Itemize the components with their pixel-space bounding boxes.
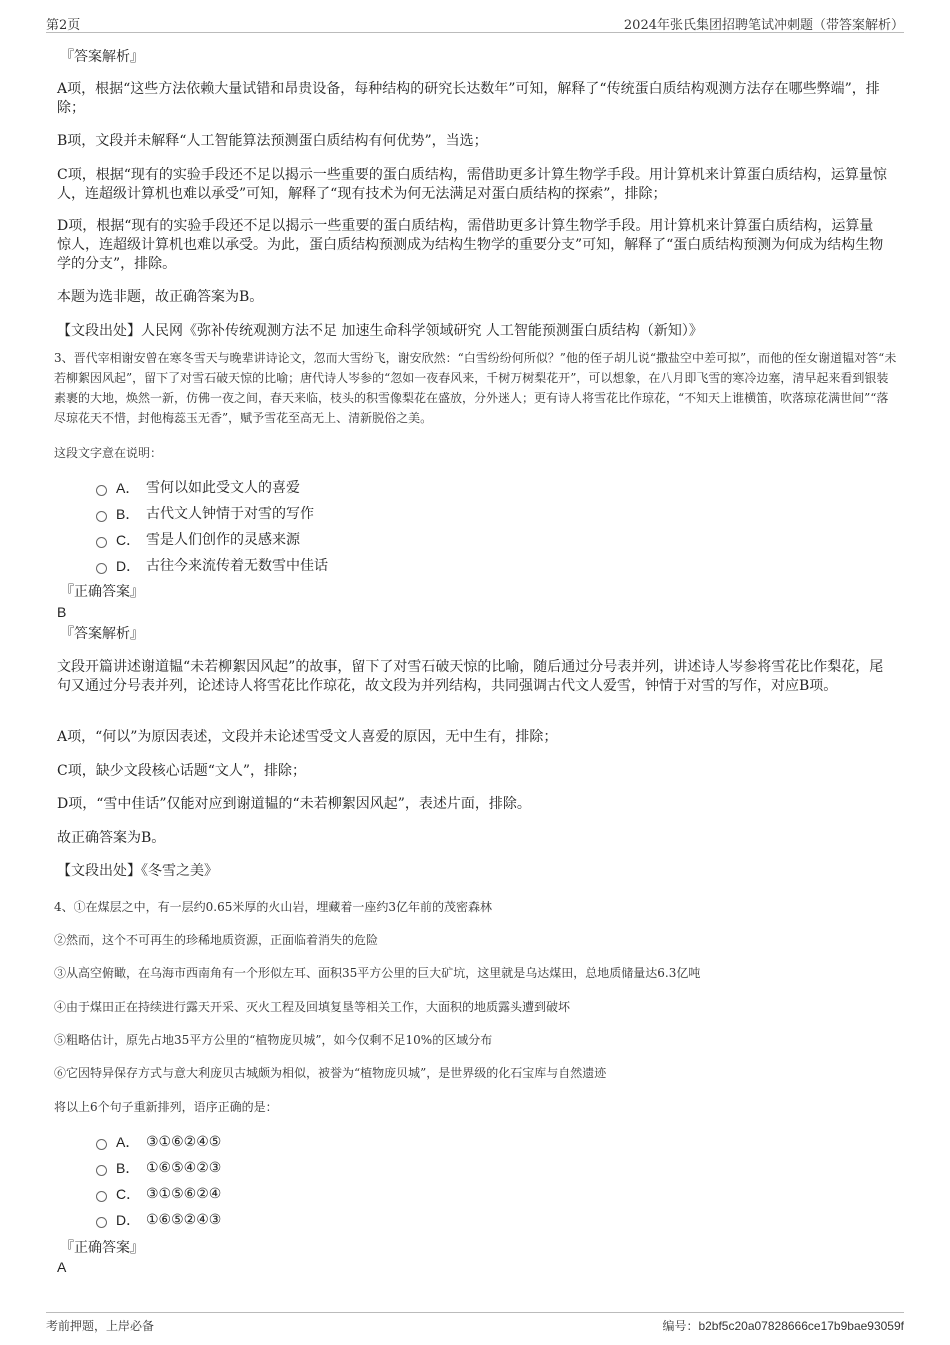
q4-sentence-4: ④由于煤田正在持续进行露天开采、灭火工程及回填复垦等相关工作，大面积的地质露头遭到破坏 [54, 1000, 571, 1014]
radio-button[interactable] [96, 1217, 107, 1228]
q3-correct-label: 『正确答案』 [60, 584, 144, 600]
q3-source: 【文段出处】《冬雪之美》 [57, 863, 218, 879]
q3-stem: 3、晋代宰相谢安曾在寒冬雪天与晚辈讲诗论文，忽而大雪纷飞，谢安欣然：“白雪纷纷何所似？”他的侄子胡儿说“撒盐空中差可拟”，而他的侄女谢道韫对答“未若柳絮因风起”，留下了对雪石破天惊的比喻；唐代诗人岑参的“忽如一夜春风来，千树万树梨花开”，可以想象，在八月即飞雪的寒冷边塞，清早起来看到银装素裹的大地，焕然一新，仿佛一夜之间，春天来临，枝头的积雪像梨花在盛放，分外迷人；更有诗人将雪花比作琼花，“不知天上谁横笛，吹落琼花满世间”“落尽琼花天不惜，封他梅蕊玉无香”，赋予雪花至高无上、清新脱俗之美。 [54, 351, 897, 425]
q3-option-b[interactable]: B． 古代文人钟情于对雪的写作 [96, 504, 314, 524]
radio-button[interactable] [96, 563, 107, 574]
radio-button[interactable] [96, 485, 107, 496]
q2-analysis-label: 『答案解析』 [60, 49, 144, 65]
q4-sentence-3: ③从高空俯瞰，在乌海市西南角有一个形似左耳、面积35平方公里的巨大矿坑，这里就是乌达煤田，总地质储量达6.3亿吨 [54, 966, 701, 980]
radio-button[interactable] [96, 537, 107, 548]
q4-sentence-2: ②然而，这个不可再生的珍稀地质资源，正面临着消失的危险 [54, 933, 379, 947]
page-footer [46, 1312, 904, 1335]
radio-button[interactable] [96, 1165, 107, 1176]
q3-conclusion: 故正确答案为B。 [57, 830, 166, 846]
q4-sentence-6: ⑥它因特异保存方式与意大利庞贝古城颇为相似，被誉为“植物庞贝城”，是世界级的化石宝库与自然遗迹 [54, 1066, 607, 1080]
q4-option-d[interactable]: D． ①⑥⑤②④③ [96, 1210, 221, 1230]
footer-code: b2bf5c20a07828666ce17b9bae93059f [698, 1319, 904, 1333]
q2-conclusion: 本题为选非题，故正确答案为B。 [57, 289, 264, 305]
radio-button[interactable] [96, 1139, 107, 1150]
page-header [46, 12, 904, 33]
q2-analysis-d: D项，根据“现有的实验手段还不足以揭示一些重要的蛋白质结构，需借助更多计算生物学手段。用计算机来计算蛋白质结构，运算量惊人，连超级计算机也难以承受。为此，蛋白质结构预测成为结构生物学的重要分支”可知，解释了“蛋白质结构预测为何成为结构生物学的分支”，排除。 [57, 218, 884, 272]
q3-option-c[interactable]: C． 雪是人们创作的灵感来源 [96, 530, 300, 550]
q3-option-d[interactable]: D． 古往今来流传着无数雪中佳话 [96, 556, 328, 576]
q4-sentence-1: 4、①在煤层之中，有一层约0.65米厚的火山岩，埋藏着一座约3亿年前的茂密森林 [54, 900, 492, 914]
q4-option-c[interactable]: C． ③①⑤⑥②④ [96, 1184, 221, 1204]
q2-analysis-a: A项，根据“这些方法依赖大量试错和昂贵设备，每种结构的研究长达数年”可知，解释了“传统蛋白质结构观测方法存在哪些弊端”，排除； [57, 81, 880, 116]
q3-prompt: 这段文字意在说明： [54, 446, 163, 460]
q4-correct-label: 『正确答案』 [60, 1240, 144, 1256]
q2-analysis-b: B项，文段并未解释“人工智能算法预测蛋白质结构有何优势”，当选； [57, 133, 488, 149]
q3-analysis: 文段开篇讲述谢道韫“未若柳絮因风起”的故事，留下了对雪石破天惊的比喻，随后通过分号表并列，讲述诗人岑参将雪花比作梨花，尾句又通过分号表并列，论述诗人将雪花比作琼花，故文段为并列结构，共同强调古代文人爱雪，钟情于对雪的写作，对应B项。 [57, 659, 884, 694]
footer-slogan: 考前押题，上岸必备 [46, 1319, 155, 1333]
document-title: 2024年张氏集团招聘笔试冲刺题（带答案解析） [623, 18, 904, 33]
q2-source: 【文段出处】人民网《弥补传统观测方法不足 加速生命科学领域研究 人工智能预测蛋白质结构（新知）》 [57, 323, 703, 339]
q4-answer: A [57, 1259, 67, 1275]
q3-analysis-c: C项，缺少文段核心话题“文人”，排除； [57, 763, 307, 779]
radio-button[interactable] [96, 511, 107, 522]
radio-button[interactable] [96, 1191, 107, 1202]
page-number: 第2页 [46, 18, 81, 33]
q3-analysis-label: 『答案解析』 [60, 626, 144, 642]
q3-analysis-d: D项，“雪中佳话”仅能对应到谢道韫的“未若柳絮因风起”，表述片面，排除。 [57, 796, 531, 812]
q3-analysis-a: A项，“何以”为原因表述，文段并未论述雪受文人喜爱的原因，无中生有，排除； [57, 729, 558, 745]
q2-analysis-c: C项，根据“现有的实验手段还不足以揭示一些重要的蛋白质结构，需借助更多计算生物学手段。用计算机来计算蛋白质结构，运算量惊人，连超级计算机也难以承受”可知，解释了“现有技术为何无法满足对蛋白质结构的探索”，排除； [57, 167, 887, 202]
q4-prompt: 将以上6个句子重新排列，语序正确的是： [54, 1100, 278, 1114]
q4-sentence-5: ⑤粗略估计，原先占地35平方公里的“植物庞贝城”，如今仅剩不足10%的区域分布 [54, 1033, 493, 1047]
q4-option-b[interactable]: B． ①⑥⑤④②③ [96, 1158, 221, 1178]
q3-option-a[interactable]: A． 雪何以如此受文人的喜爱 [96, 478, 300, 498]
q3-answer: B [57, 604, 67, 620]
q4-option-a[interactable]: A． ③①⑥②④⑤ [96, 1132, 221, 1152]
footer-id [662, 1317, 904, 1334]
footer-code-label: 编号： [662, 1319, 699, 1333]
